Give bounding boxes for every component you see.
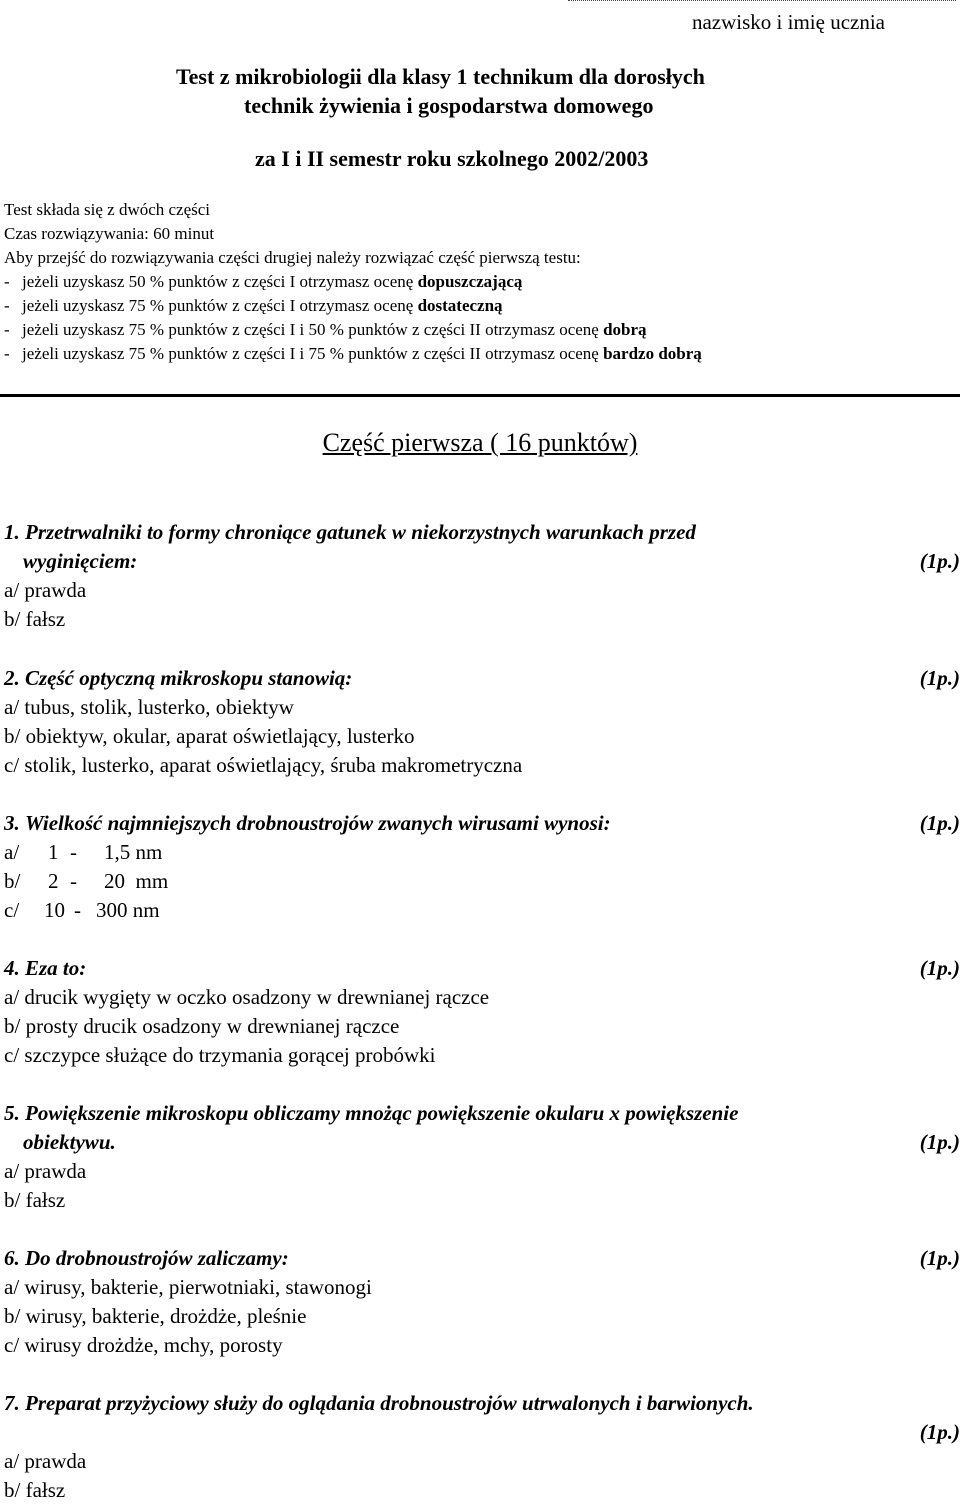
question-text-cont: wyginięciem: [23, 549, 138, 573]
answer-option: b/ fałsz [4, 1478, 66, 1502]
rule-dash: - [4, 272, 10, 291]
horizontal-divider [0, 394, 960, 397]
answer-option: b/ fałsz [4, 607, 66, 631]
answer-option [4, 838, 944, 867]
answer-option [4, 896, 944, 925]
question-7 [4, 1389, 960, 1505]
points-label: (1p.) [919, 1246, 960, 1270]
question-5 [4, 1099, 960, 1215]
grade-rule [4, 270, 522, 294]
test-title-line1: Test z mikrobiologii dla klasy 1 technikum dla dorosłych [176, 64, 705, 89]
answer-letter: b/ [4, 869, 21, 893]
semester-label: za I i II semestr roku szkolnego 2002/2003 [255, 146, 649, 171]
question-text: Przetrwalniki to formy chroniące gatunek w niekorzystnych warunkach przed [25, 520, 696, 544]
question-number: 3. [4, 811, 20, 835]
answer-option: b/ prosty drucik osadzony w drewnianej rączce [4, 1014, 400, 1038]
answer-option: b/ wirusy, bakterie, drożdże, pleśnie [4, 1304, 307, 1328]
intro-line-parts: Test składa się z dwóch części [4, 200, 211, 219]
question-text: Część optyczną mikroskopu stanowią: [25, 666, 353, 690]
rule-grade: bardzo dobrą [603, 344, 702, 363]
question-text: Do drobnoustrojów zaliczamy: [25, 1246, 289, 1270]
question-number: 2. [4, 666, 20, 690]
question-3 [4, 809, 960, 925]
question-number: 6. [4, 1246, 20, 1270]
points-label: (1p.) [919, 956, 960, 980]
question-text: Eza to: [25, 956, 87, 980]
answer-to: 20 mm [104, 869, 169, 893]
intro-line-instruction: Aby przejść do rozwiązywania części drugiej należy rozwiązać część pierwszą testu: [4, 248, 581, 267]
answer-letter: c/ [4, 898, 20, 922]
answer-option: a/ tubus, stolik, lusterko, obiektyw [4, 695, 294, 719]
question-text: Preparat przyżyciowy służy do oglądania drobnoustrojów utrwalonych i barwionych. [25, 1391, 754, 1415]
rule-grade: dopuszczającą [417, 272, 523, 291]
points-label: (1p.) [919, 549, 960, 573]
question-number: 5. [4, 1101, 20, 1125]
answer-option: a/ wirusy, bakterie, pierwotniaki, stawonogi [4, 1275, 372, 1299]
question-text: Powiększenie mikroskopu obliczamy mnożąc powiększenie okularu x powiększenie [25, 1101, 739, 1125]
rule-dash: - [4, 344, 10, 363]
answer-option: b/ obiektyw, okular, aparat oświetlający, lusterko [4, 724, 415, 748]
question-6 [4, 1244, 960, 1360]
answer-to: 1,5 nm [104, 840, 163, 864]
question-2 [4, 664, 960, 780]
answer-sep: - [74, 898, 81, 922]
rule-grade: dostateczną [417, 296, 503, 315]
answer-sep: - [70, 840, 77, 864]
points-label: (1p.) [919, 1420, 960, 1444]
question-text: Wielkość najmniejszych drobnoustrojów zwanych wirusami wynosi: [25, 811, 611, 835]
grade-rule [4, 294, 503, 318]
rule-text: jeżeli uzyskasz 75 % punktów z części I otrzymasz ocenę [22, 296, 418, 315]
answer-from: 1 [48, 840, 59, 864]
answer-option: a/ prawda [4, 578, 87, 602]
question-1 [4, 518, 960, 634]
answer-option: c/ wirusy drożdże, mchy, porosty [4, 1333, 283, 1357]
grade-rule [4, 318, 647, 342]
question-number: 7. [4, 1391, 20, 1415]
answer-option: c/ stolik, lusterko, aparat oświetlający, śruba makrometryczna [4, 753, 523, 777]
question-text-cont: obiektywu. [23, 1130, 116, 1154]
rule-text: jeżeli uzyskasz 75 % punktów z części I i 50 % punktów z części II otrzymasz ocenę [22, 320, 604, 339]
name-dotted-line [568, 0, 956, 7]
question-4 [4, 954, 960, 1070]
test-title-line2: technik żywienia i gospodarstwa domowego [244, 93, 654, 118]
rule-text: jeżeli uzyskasz 50 % punktów z części I otrzymasz ocenę [22, 272, 418, 291]
answer-from: 2 [48, 869, 59, 893]
answer-to: 300 nm [96, 898, 160, 922]
intro-line-time: Czas rozwiązywania: 60 minut [4, 224, 215, 243]
points-label: (1p.) [919, 1130, 960, 1154]
answer-option [4, 867, 944, 896]
answer-option: a/ prawda [4, 1159, 87, 1183]
rule-grade: dobrą [603, 320, 647, 339]
rule-dash: - [4, 320, 10, 339]
answer-option: c/ szczypce służące do trzymania gorącej probówki [4, 1043, 436, 1067]
answer-from: 10 [44, 898, 65, 922]
part-title: Część pierwsza ( 16 punktów) [322, 428, 638, 457]
points-label: (1p.) [919, 666, 960, 690]
answer-sep: - [70, 869, 77, 893]
grade-rule [4, 342, 702, 366]
question-number: 1. [4, 520, 20, 544]
rule-text: jeżeli uzyskasz 75 % punktów z części I i 75 % punktów z części II otrzymasz ocenę [22, 344, 604, 363]
rule-dash: - [4, 296, 10, 315]
question-number: 4. [4, 956, 20, 980]
answer-option: a/ prawda [4, 1449, 87, 1473]
answer-option: a/ drucik wygięty w oczko osadzony w drewnianej rączce [4, 985, 490, 1009]
student-name-label: nazwisko i imię ucznia [691, 10, 885, 34]
points-label: (1p.) [919, 811, 960, 835]
answer-letter: a/ [4, 840, 20, 864]
answer-option: b/ fałsz [4, 1188, 66, 1212]
